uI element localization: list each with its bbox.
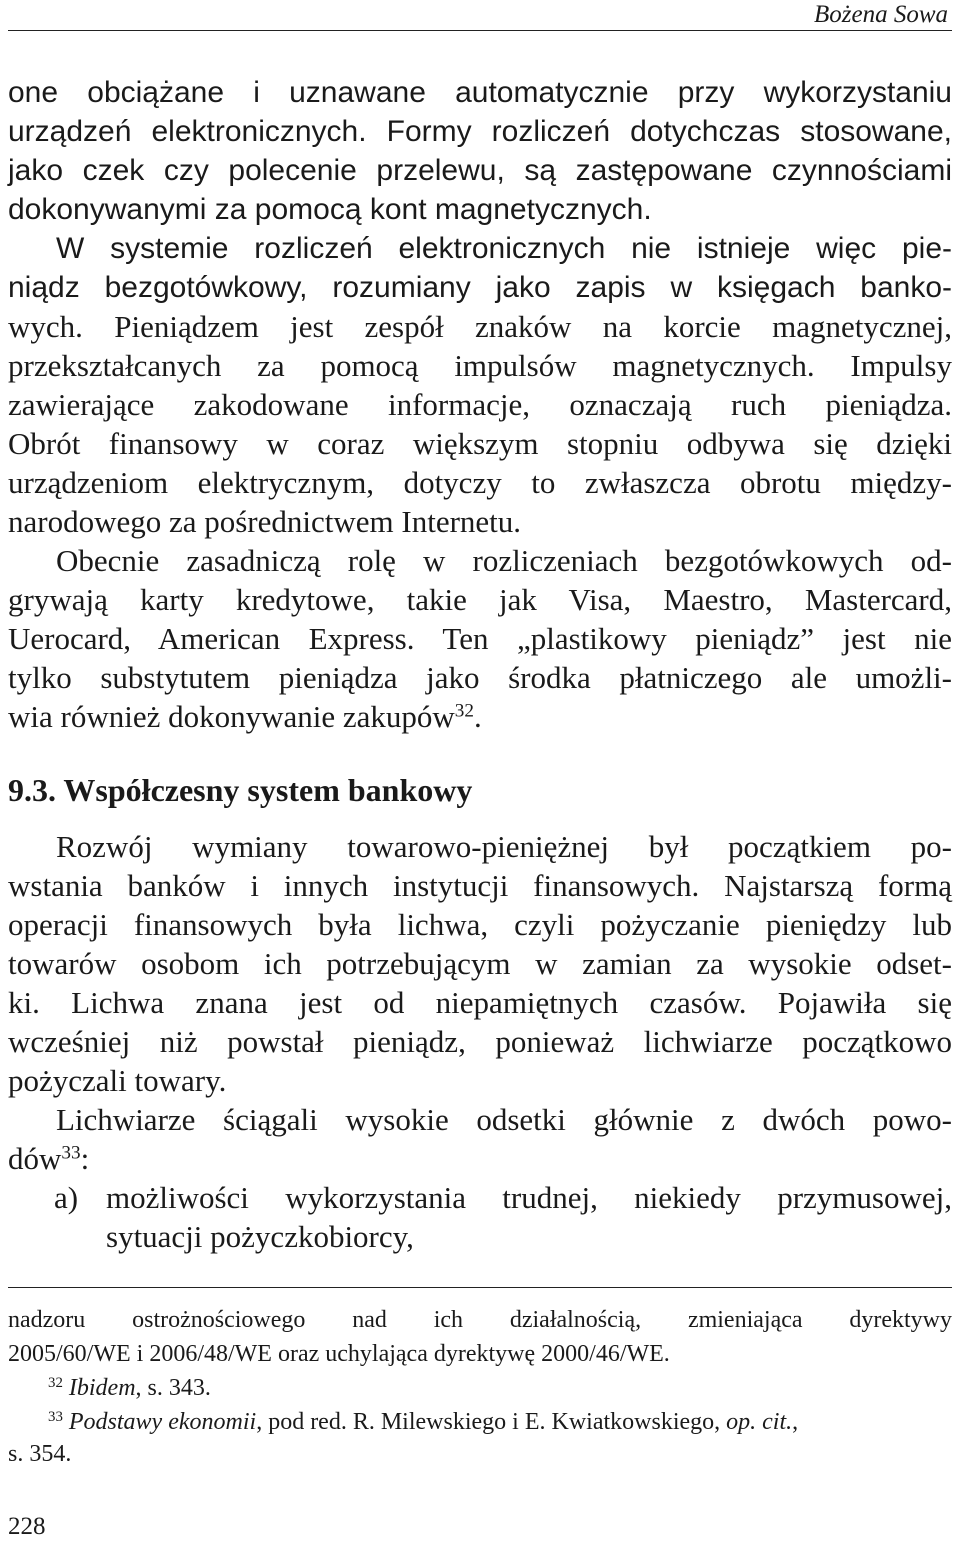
header-rule <box>8 30 952 31</box>
footnote-title: Ibidem <box>68 1375 136 1401</box>
section-line: towarów osobom ich potrzebującym w zamian za wysokie odset- <box>8 946 952 981</box>
footnote-rule <box>8 1287 952 1288</box>
section-line: operacji finansowych była lichwa, czyli pożyczanie pieniędzy lub <box>8 907 952 942</box>
section-line <box>8 1140 952 1178</box>
footnote-opcit: op. cit. <box>726 1409 793 1435</box>
footnote-number: 32 <box>48 1374 63 1391</box>
list-item-text: możliwości wykorzystania trudnej, niekiedy przymusowej, <box>106 1180 952 1215</box>
footnote-32 <box>48 1372 952 1404</box>
section-line: pożyczali towary. <box>8 1063 227 1098</box>
footnote-text: , s. 343. <box>135 1375 211 1401</box>
body-line: zawierające zakodowane informacje, oznaczają ruch pieniądza. <box>8 387 952 422</box>
body-line: Uerocard, American Express. Ten „plastikowy pieniądz” jest nie <box>8 621 952 656</box>
body-line: dokonywanymi za pomocą kont magnetycznych. <box>8 193 652 226</box>
footnote-ref-33[interactable]: 33 <box>61 1142 81 1164</box>
section-line-text: dów <box>8 1141 62 1176</box>
footnote-title: Podstawy ekonomii <box>68 1409 257 1435</box>
list-item-label: a) <box>54 1180 79 1215</box>
colon: : <box>80 1141 90 1176</box>
footnote-text: , pod red. R. Milewskiego i E. Kwiatkowskiego, <box>256 1409 727 1435</box>
body-line: urządzeń elektronicznych. Formy rozliczeń dotychczas stosowane, <box>8 115 952 148</box>
footnote-number: 33 <box>48 1408 63 1425</box>
page-number: 228 <box>8 1513 46 1540</box>
section-line: wstania banków i innych instytucji finansowych. Najstarszą formą <box>8 868 952 903</box>
body-line: W systemie rozliczeń elektronicznych nie istnieje więc pie- <box>56 232 952 265</box>
body-line-text: wia również dokonywanie zakupów <box>8 699 455 734</box>
body-line: Obrót finansowy w coraz większym stopniu odbywa się dzięki <box>8 426 952 461</box>
footnote-continuation: 2005/60/WE i 2006/48/WE oraz uchylająca dyrektywę 2000/46/WE. <box>8 1341 670 1367</box>
footnote-33 <box>48 1406 952 1438</box>
section-line: wcześniej niż powstał pieniądz, ponieważ lichwiarze początkowo <box>8 1024 952 1059</box>
footnote-ref-32[interactable]: 32 <box>454 700 474 722</box>
body-line: tylko substytutem pieniądza jako środka płatniczego ale umożli- <box>8 660 952 695</box>
section-line: ki. Lichwa znana jest od niepamiętnych czasów. Pojawiła się <box>8 985 952 1020</box>
body-line: wych. Pieniądzem jest zespół znaków na korcie magnetycznej, <box>8 309 952 344</box>
body-line: jako czek czy polecenie przelewu, są zastępowane czynnościami <box>8 154 952 187</box>
running-header-author: Bożena Sowa <box>813 1 948 28</box>
body-line: przekształcanych za pomocą impulsów magnetycznych. Impulsy <box>8 348 952 383</box>
list-item-continuation: sytuacji pożyczkobiorcy, <box>106 1219 414 1254</box>
section-heading: 9.3. Współczesny system bankowy <box>8 772 473 808</box>
body-line: urządzeniom elektrycznym, dotyczy to zwłaszcza obrotu między- <box>8 465 952 500</box>
footnote-continuation: nadzoru ostrożnościowego nad ich działalnością, zmieniająca dyrektywy <box>8 1307 952 1333</box>
body-line: grywają karty kredytowe, takie jak Visa, Maestro, Mastercard, <box>8 582 952 617</box>
footnote-text: , <box>792 1409 799 1435</box>
body-line: one obciążane i uznawane automatycznie przy wykorzystaniu <box>8 76 952 109</box>
period: . <box>473 699 482 734</box>
footnote-33-continuation: s. 354. <box>8 1441 72 1467</box>
body-line: niądz bezgotówkowy, rozumiany jako zapis w księgach banko- <box>8 271 952 304</box>
section-line: Lichwiarze ściągali wysokie odsetki głównie z dwóch powo- <box>56 1102 952 1137</box>
body-line: Obecnie zasadniczą rolę w rozliczeniach bezgotówkowych od- <box>56 543 952 578</box>
list-item <box>0 1179 960 1217</box>
section-line: Rozwój wymiany towarowo-pieniężnej był początkiem po- <box>56 829 952 864</box>
body-line <box>8 698 952 736</box>
body-line: narodowego za pośrednictwem Internetu. <box>8 504 522 539</box>
